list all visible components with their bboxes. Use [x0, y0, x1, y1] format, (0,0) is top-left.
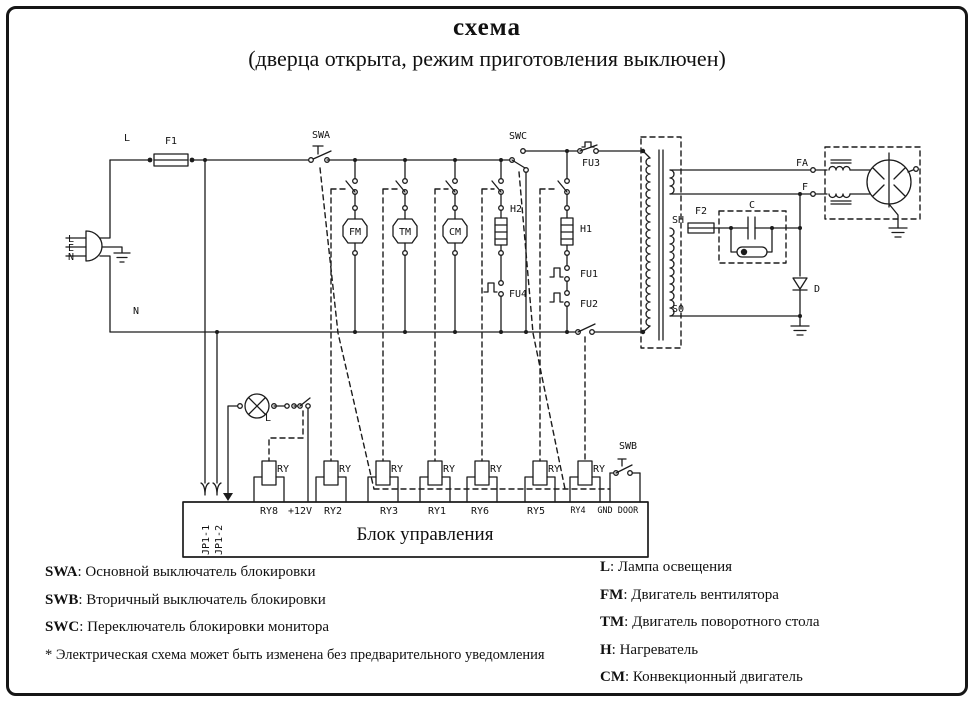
relay-ry2	[316, 461, 351, 502]
heater-h2-branch	[482, 160, 527, 461]
legend-item-h	[600, 642, 950, 659]
legend-term: FM	[600, 586, 624, 603]
fu1-label: FU1	[580, 269, 599, 280]
relay-ry1	[420, 461, 455, 502]
hv-ground-icon	[791, 326, 809, 335]
filament-winding	[670, 170, 674, 194]
h2-label: H2	[510, 204, 523, 215]
neutral-rail	[110, 306, 643, 461]
fm-label: FM	[348, 227, 362, 238]
relay-label: RY	[443, 464, 456, 475]
h1-label: H1	[580, 224, 593, 235]
legend-desc: : Конвекционный двигатель	[625, 669, 803, 685]
legend-term: SWA	[45, 564, 78, 580]
terminal-door: DOOR	[617, 506, 639, 516]
fu4-label: FU4	[509, 289, 528, 300]
relay-ry8	[254, 461, 289, 502]
legend-term: CM	[600, 669, 625, 685]
legend-desc: : Основной выключатель блокировки	[77, 564, 316, 580]
plug-pin-l-label: L	[67, 234, 74, 245]
terminal-ry5: RY5	[526, 506, 546, 517]
plug-pin-e-label: E	[67, 243, 74, 254]
plug-pin-n-label: N	[67, 252, 74, 263]
line-label: L	[123, 133, 131, 144]
jp1-2-label: JP1-2	[214, 524, 225, 555]
terminal-ry1: RY1	[427, 506, 447, 517]
relay-label: RY	[339, 464, 352, 475]
tm-label: TM	[398, 227, 412, 238]
magnetron-ground-icon	[889, 228, 907, 237]
legend-item-swc	[45, 619, 585, 636]
legend-item-swa	[45, 564, 585, 581]
legend-desc: : Двигатель поворотного стола	[624, 614, 820, 630]
legend-desc: : Нагреватель	[611, 641, 699, 658]
turntable-motor-branch	[383, 160, 417, 461]
thermal-fuse-fu3	[578, 142, 600, 169]
legend-item-tm	[600, 614, 950, 631]
thermal-fuse-fu2	[550, 291, 598, 310]
thermal-fuse-fu4	[484, 281, 527, 300]
relay-ry4	[570, 461, 605, 502]
f-label: F	[801, 182, 808, 193]
relay-ry5	[525, 461, 560, 502]
power-plug	[66, 160, 130, 332]
terminal-12v: +12V	[287, 506, 313, 517]
legend-item-fm	[600, 587, 950, 604]
upper-rail	[525, 142, 643, 169]
plug-ground-icon	[102, 247, 130, 262]
choke-top	[829, 167, 850, 171]
magnetron-symbol	[825, 147, 920, 237]
relay-ry3	[368, 461, 403, 502]
heater-h1-branch	[540, 151, 601, 461]
hv-winding	[670, 228, 674, 316]
interlock-switch-swa	[309, 130, 331, 162]
relay-label: RY	[277, 464, 290, 475]
legend-item-l	[600, 559, 950, 576]
transformer-core	[659, 150, 663, 340]
relay-label: RY	[490, 464, 503, 475]
legend-item-swb	[45, 592, 585, 609]
c-label: C	[748, 200, 756, 211]
hv-capacitor	[714, 200, 800, 263]
legend-item-cm	[600, 669, 950, 686]
primary-winding	[646, 158, 650, 326]
fuse-f1-label: F1	[164, 136, 178, 147]
legend-term: SWB	[45, 591, 79, 608]
legend-term: SWC	[45, 619, 80, 635]
relay-label: RY	[391, 464, 404, 475]
relay-label: RY	[593, 464, 606, 475]
control-block	[183, 502, 648, 557]
control-block-title: Блок управления	[356, 524, 494, 545]
terminal-ry8: RY8	[259, 506, 279, 517]
legend-term: L	[600, 559, 611, 575]
terminal-ry2: RY2	[323, 506, 343, 517]
legend-desc: : Вторичный выключатель блокировки	[78, 591, 326, 608]
page-title: схема	[452, 14, 522, 41]
swa-label: SWA	[311, 130, 331, 141]
filament-lines	[670, 158, 827, 196]
page-subtitle: (дверца открыта, режим приготовления выключен)	[248, 46, 726, 71]
jp-connectors	[201, 160, 221, 495]
relay-row	[254, 461, 605, 502]
hv-fuse-f2	[688, 206, 714, 233]
relay-ry6	[467, 461, 502, 502]
lamp-label: L	[265, 413, 272, 424]
fan-motor-branch	[331, 160, 367, 461]
cm-label: CM	[448, 227, 462, 238]
swb-label: SWB	[618, 441, 638, 452]
block-junction-arrow	[223, 493, 233, 501]
disclaimer-note: * Электрическая схема может быть изменена без предварительного уведомления	[45, 646, 545, 663]
terminal-ry6: RY6	[470, 506, 490, 517]
d-label: D	[814, 284, 821, 295]
lamp-circuit	[223, 394, 310, 502]
diode-symbol	[793, 278, 807, 289]
relay-label: RY	[548, 464, 561, 475]
fa-label: FA	[795, 158, 808, 169]
fu2-label: FU2	[580, 299, 599, 310]
fu3-label: FU3	[582, 158, 601, 169]
fuse-f1	[148, 136, 195, 166]
legend-desc: : Лампа освещения	[610, 559, 733, 575]
interlock-switch-swb	[610, 441, 640, 502]
legend-right	[600, 559, 950, 686]
terminal-ry3: RY3	[379, 506, 399, 517]
line-rail	[110, 130, 512, 166]
convection-motor-branch	[435, 160, 467, 461]
legend-desc: : Двигатель вентилятора	[623, 586, 779, 603]
so-label: SO	[672, 304, 685, 315]
thermal-fuse-fu1	[550, 266, 598, 282]
legend-left	[45, 564, 585, 664]
jp1-1-label: JP1-1	[201, 524, 212, 555]
sh-label: SH	[672, 215, 685, 226]
terminal-gnd: GND	[597, 506, 613, 516]
legend-term: TM	[600, 614, 625, 630]
hv-diode	[670, 192, 820, 335]
capacitor-symbol	[748, 217, 755, 239]
f2-label: F2	[694, 206, 708, 217]
legend-desc: : Переключатель блокировки монитора	[79, 619, 330, 635]
swc-label: SWC	[508, 131, 528, 142]
terminal-ry4: RY4	[570, 506, 586, 516]
relay-switch-ry4	[576, 324, 595, 334]
legend-term: H	[600, 641, 612, 658]
choke-bottom	[829, 194, 850, 198]
monitor-switch-swc	[509, 131, 528, 332]
neutral-label: N	[132, 306, 140, 317]
